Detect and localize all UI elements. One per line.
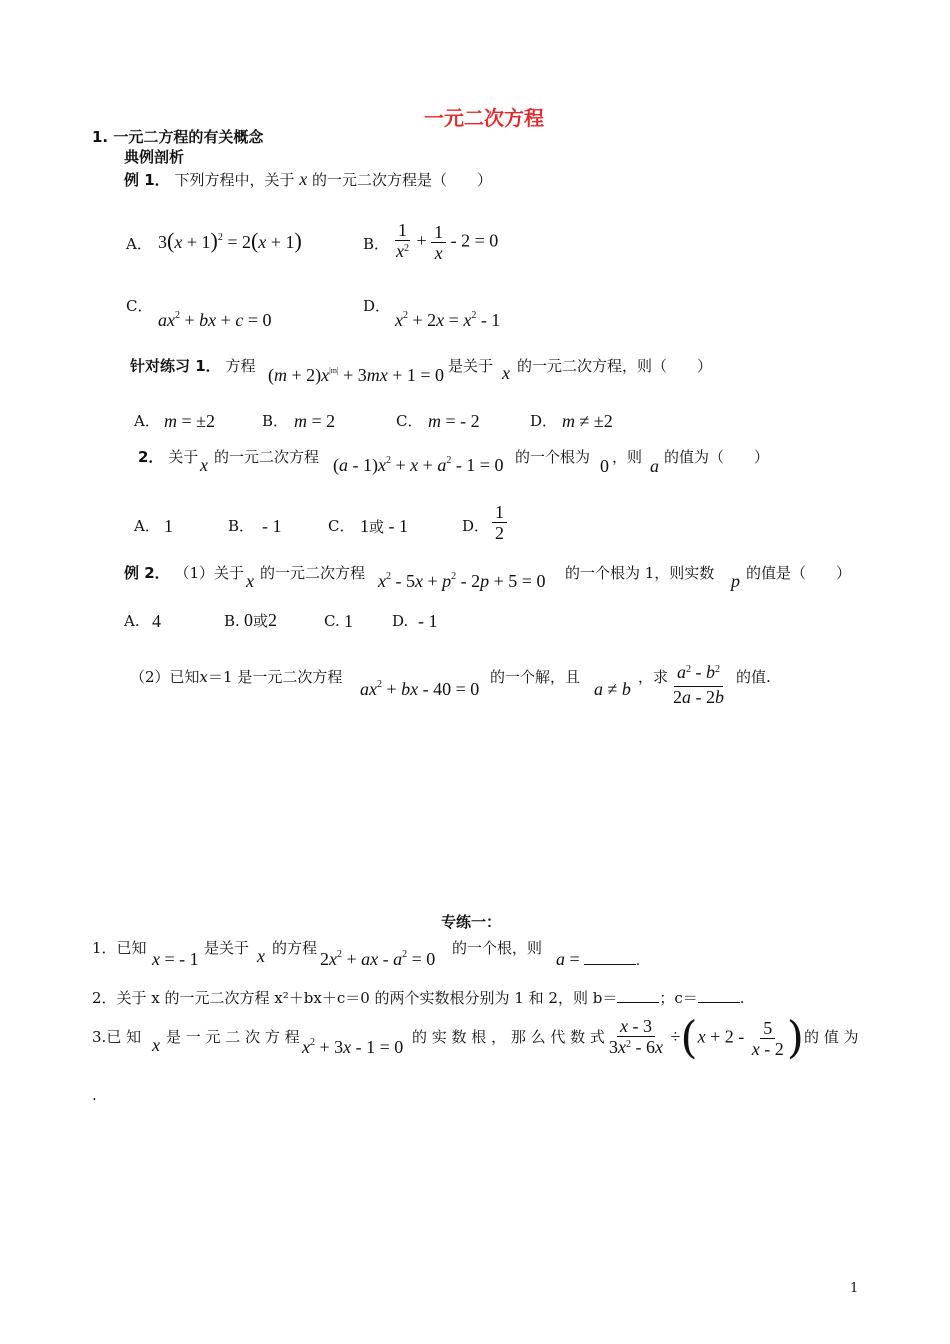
drill-q1-c: 的方程 (272, 939, 318, 957)
practice-2-option-a-math: 1 (164, 516, 173, 536)
example-2-option-b-math: 0或2 (244, 610, 278, 630)
drill-q1: 1．已知 (92, 939, 147, 957)
drill-q3-var: x (152, 1035, 160, 1055)
example-2-var-p: p (731, 571, 740, 591)
example-2-option-a-math: 4 (152, 611, 161, 631)
practice-1-option-b-math: m = 2 (294, 411, 336, 431)
practice-2-var-a: a (650, 456, 659, 476)
example-2-question-d: 的值是（ ） (746, 564, 852, 582)
drill-q3-end: . (92, 1086, 97, 1104)
example-2-option-c-math: 1 (344, 611, 353, 631)
example-2-part-2-fraction: $\frac{a^2 - b^2}{2a - 2b}$ (673, 662, 724, 707)
example-2-option-d-math: - 1 (418, 611, 438, 631)
example-1-option-d-math: $x^2 + 2x = x^2 - 1$ (395, 310, 501, 330)
practice-2-question: 2． 关于 (138, 448, 199, 466)
drill-q1-answer[interactable]: a = . (556, 949, 640, 969)
practice-2-var: x (200, 455, 208, 475)
drill-q3-expression: $\frac{x - 3}{3x^2 - 6x}$ ÷(x + 2 - $\frac{5}{x - 2}$ ) (609, 1012, 804, 1064)
practice-2-option-d-math: $\frac{1}{2}$ (492, 502, 507, 543)
example-2-question: 例 2． （1）关于 (124, 564, 244, 582)
practice-1-option-a-math: m = ±2 (164, 411, 216, 431)
drill-q1-given: x = - 1 (152, 949, 199, 969)
practice-2-equation: $(a - 1)x^2 + x + a^2 - 1 = 0$ (333, 455, 504, 475)
example-1-option-b-label: B． (363, 235, 390, 253)
example-1-option-b-math: $\frac{1}{x^2}$ + $\frac{1}{x}$ - 2 = 0 (396, 220, 499, 263)
example-2-part-2-ineq: a ≠ b (594, 679, 631, 699)
practice-2-option-d-label: D． (462, 517, 490, 535)
section-heading: 1. 一元二方程的有关概念 (92, 128, 264, 146)
practice-1-option-d-math: m ≠ ±2 (562, 411, 613, 431)
example-1-option-d-label: D． (363, 297, 391, 315)
example-2-equation: $x^2 - 5x + p^2 - 2p + 5 = 0$ (378, 571, 546, 591)
practice-2-option-b-math: - 1 (262, 516, 282, 536)
drill-q2: 2．关于 x 的一元二次方程 x²＋bx＋c＝0 的两个实数根分别为 1 和 2，则 b＝ ；c＝ . (92, 989, 745, 1007)
example-2-part-2-b: 的一个解，且 (490, 668, 581, 686)
example-2-part-2-d: 的值. (736, 668, 771, 686)
section-subheading: 典例剖析 (124, 148, 185, 166)
example-1-option-c-math: $ax^2$ + bx + c = 0 (158, 310, 272, 330)
example-2-part-2: （2）已知x＝1 是一元二次方程 (130, 668, 343, 686)
example-2-var: x (246, 571, 254, 591)
practice-1-question-b: 是关于 (448, 357, 494, 375)
practice-1-question: 针对练习 1． 方程 (130, 357, 256, 375)
example-2-part-2-equation: $ax^2$ + bx - 40 = 0 (360, 679, 480, 699)
example-2-option-c-label: C. (324, 612, 340, 630)
drill-q2-blank-c[interactable] (698, 988, 740, 1003)
drill-q1-b: 是关于 (204, 939, 250, 957)
practice-2-question-d: ，则 (612, 448, 643, 466)
practice-1-option-d-label: D． (530, 412, 558, 430)
example-2-part-2-c: ，求 (638, 668, 669, 686)
example-1-option-a-math: $3(x + 1)^2 = 2(x + 1)$ (158, 228, 302, 253)
practice-2-question-c: 的一个根为 (515, 448, 591, 466)
example-2-question-c: 的一个根为 1，则实数 (565, 564, 715, 582)
drill-q3: 3.已 知 (92, 1028, 142, 1046)
drill-q3-c: 的 实 数 根 ， 那 么 代 数 式 (412, 1028, 605, 1046)
practice-2-question-b: 的一元二次方程 (214, 448, 320, 466)
drill-q1-d: 的一个根，则 (452, 939, 543, 957)
practice-1-option-a-label: A． (134, 412, 160, 430)
drill-q3-d: 的 值 为 (804, 1028, 859, 1046)
example-1-label: 例 1． (124, 171, 170, 189)
example-2-option-d-label: D. (392, 612, 409, 630)
practice-2-option-a-label: A． (134, 517, 160, 535)
example-2-option-a-label: A. (124, 612, 140, 630)
drill-q3-b: 是 一 元 二 次 方 程 (166, 1028, 300, 1046)
practice-1-option-c-label: C． (396, 412, 423, 430)
practice-2-root: 0 (600, 456, 609, 476)
practice-1-question-c: 的一元二次方程，则（ ） (517, 357, 713, 375)
drill-q1-var: x (257, 946, 265, 966)
drill-heading: 专练一： (441, 913, 502, 931)
practice-1-equation: $(m + 2)x^{|m|} + 3mx + 1 = 0$ (268, 365, 445, 385)
practice-1-option-b-label: B． (262, 412, 289, 430)
drill-q3-equation: $x^2 + 3x - 1 = 0$ (302, 1037, 404, 1057)
example-2-question-b: 的一元二次方程 (260, 564, 366, 582)
practice-1-var: x (502, 363, 510, 383)
practice-2-option-c-label: C． (328, 517, 355, 535)
page-title: 一元二次方程 (424, 106, 544, 130)
practice-1-option-c-math: m = - 2 (428, 411, 480, 431)
example-2-option-b-label: B. (224, 612, 240, 630)
example-1-option-c-label: C． (126, 297, 153, 315)
example-1-option-a-label: A． (126, 235, 152, 253)
practice-2-option-b-label: B． (228, 517, 255, 535)
practice-2-question-e: 的值为（ ） (664, 448, 770, 466)
practice-2-option-c-math: 1或 - 1 (360, 516, 409, 536)
drill-q1-equation: $2x^2$ + ax - $a^2 = 0$ (320, 949, 436, 969)
example-1-question: 例 1． 下列方程中，关于 x 的一元二次方程是（ ） (124, 169, 493, 189)
page-number: 1 (850, 1281, 859, 1296)
drill-q2-blank-b[interactable] (617, 988, 659, 1003)
